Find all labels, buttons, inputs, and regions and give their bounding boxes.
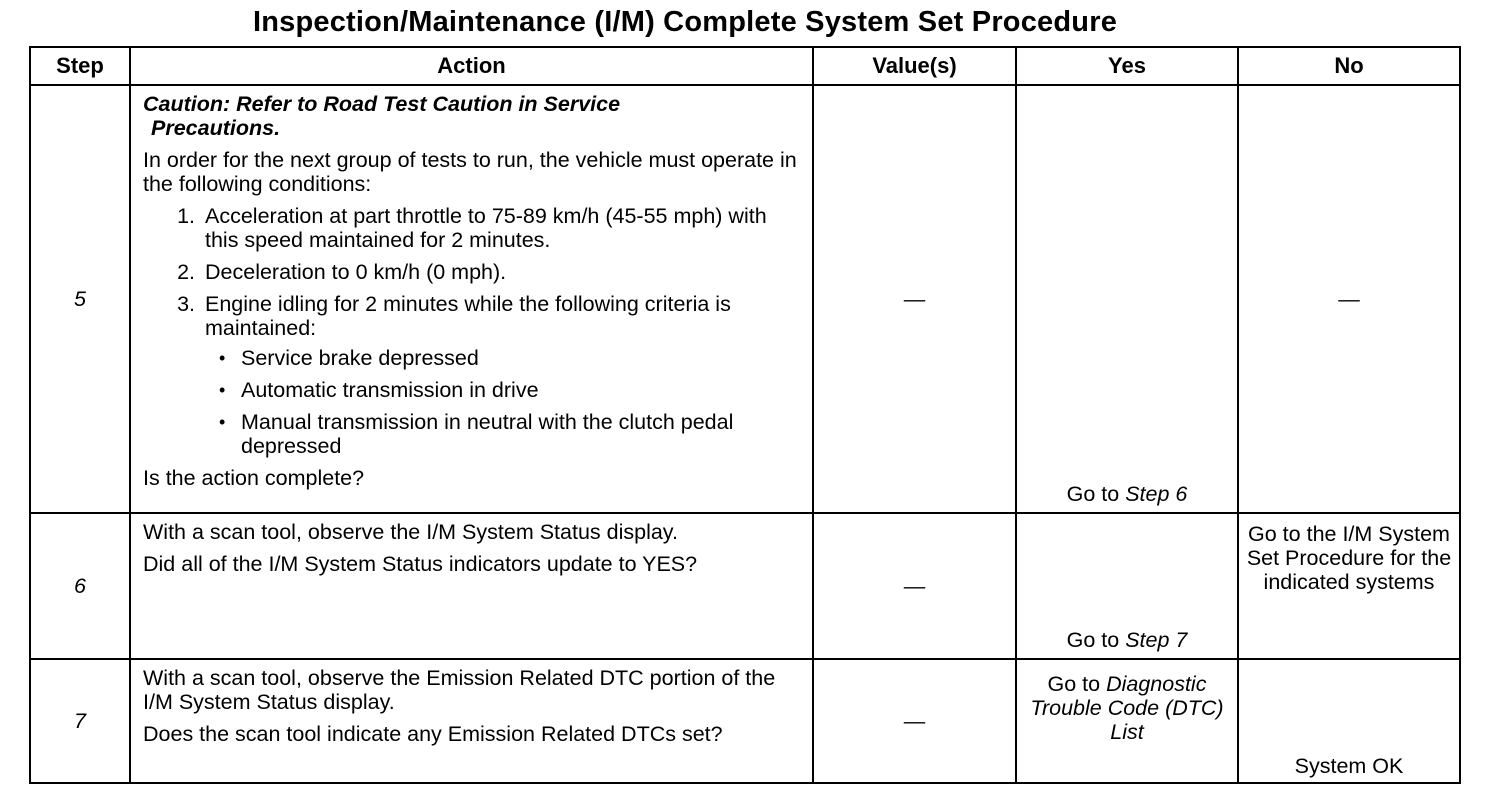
action-text: With a scan tool, observe the I/M System Status display. <box>143 520 678 544</box>
step-number: 6 <box>30 513 130 659</box>
value-cell: — <box>813 85 1016 513</box>
list-item: 2. Deceleration to 0 km/h (0 mph). <box>201 260 804 284</box>
yes-cell <box>1016 513 1238 659</box>
action-intro: In order for the next group of tests to run, the vehicle must operate in the following conditions: <box>143 148 797 196</box>
action-cell <box>130 513 813 659</box>
table-row <box>30 85 1460 513</box>
header-step: Step <box>30 47 130 85</box>
procedure-table <box>29 46 1461 784</box>
table-row <box>30 513 1460 659</box>
table-row <box>30 659 1460 783</box>
no-cell: Go to the I/M System Set Procedure for the indicated systems <box>1238 513 1460 659</box>
header-values: Value(s) <box>813 47 1016 85</box>
criteria-list <box>205 346 804 458</box>
yes-prefix: Go to <box>1066 628 1126 652</box>
yes-step-link[interactable]: Step 6 <box>1125 482 1188 506</box>
list-item: • Service brake depressed <box>235 346 804 370</box>
yes-prefix: Go to <box>1047 672 1107 696</box>
caution-line-2: Precautions. <box>151 116 281 140</box>
step-number: 5 <box>30 85 130 513</box>
no-cell: — <box>1238 85 1460 513</box>
yes-prefix: Go to <box>1066 482 1126 506</box>
list-item-text: Engine idling for 2 minutes while the following criteria is maintained: <box>205 292 731 340</box>
caution-note <box>143 92 804 140</box>
yes-step-link[interactable]: Step 7 <box>1125 628 1188 652</box>
action-text: With a scan tool, observe the Emission Related DTC portion of the I/M System Status display. <box>143 666 776 714</box>
no-cell: System OK <box>1238 659 1460 783</box>
action-question: Did all of the I/M System Status indicators update to YES? <box>143 552 698 576</box>
page-title: Inspection/Maintenance (I/M) Complete System Set Procedure <box>252 6 1118 38</box>
list-item <box>201 292 804 458</box>
header-no: No <box>1238 47 1460 85</box>
yes-cell <box>1016 85 1238 513</box>
value-cell: — <box>813 513 1016 659</box>
header-action: Action <box>130 47 813 85</box>
action-cell <box>130 659 813 783</box>
action-question: Does the scan tool indicate any Emission Related DTCs set? <box>143 722 723 746</box>
value-cell: — <box>813 659 1016 783</box>
step-number: 7 <box>30 659 130 783</box>
action-question: Is the action complete? <box>143 466 365 490</box>
condition-list <box>143 204 804 458</box>
table-header-row <box>30 47 1460 85</box>
yes-dtc-list-link[interactable]: Diagnostic Trouble Code (DTC) List <box>1030 672 1224 744</box>
list-item: 1. Acceleration at part throttle to 75-89 km/h (45-55 mph) with this speed maintained for 2 minutes. <box>201 204 804 252</box>
list-item: • Manual transmission in neutral with the clutch pedal depressed <box>235 410 804 458</box>
header-yes: Yes <box>1016 47 1238 85</box>
yes-cell <box>1016 659 1238 783</box>
caution-line-1: Caution: Refer to Road Test Caution in Service <box>143 92 621 116</box>
list-item: • Automatic transmission in drive <box>235 378 804 402</box>
action-cell <box>130 85 813 513</box>
